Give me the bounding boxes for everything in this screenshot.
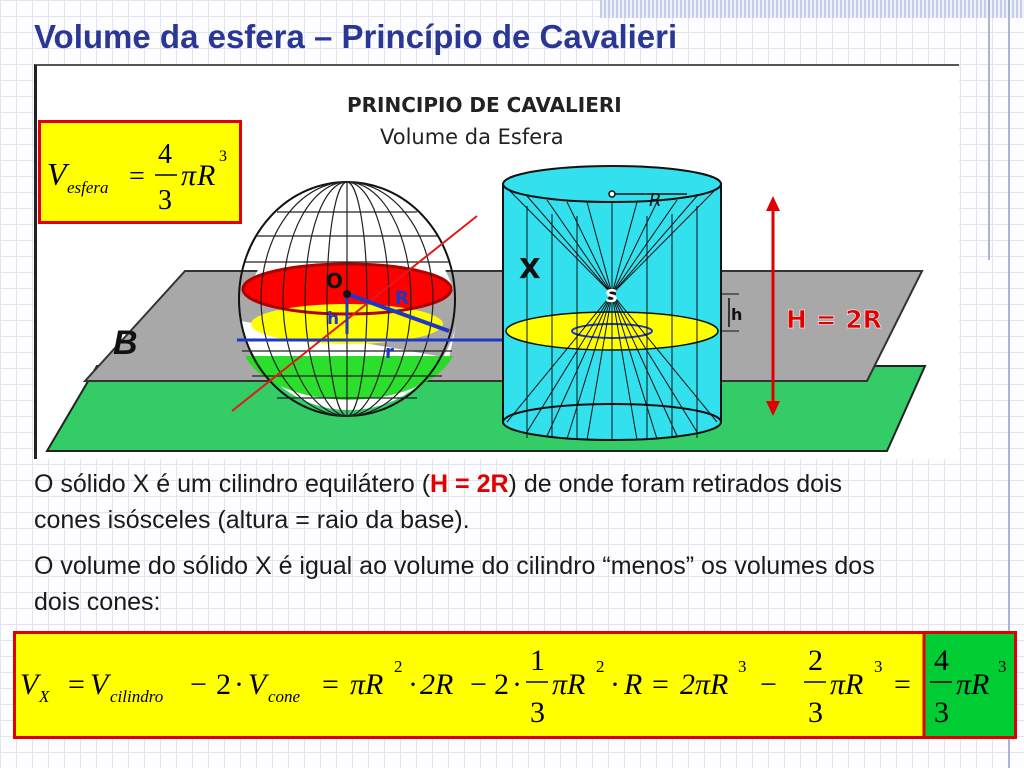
result-pir: πR: [956, 668, 990, 701]
term-r: R: [624, 668, 643, 701]
p1-highlight: H = 2R: [430, 470, 509, 498]
plane-label: B: [113, 324, 138, 362]
term-2pir: 2πR: [680, 668, 729, 701]
decorative-vertical-line: [988, 0, 990, 260]
formula-exponent: 3: [219, 148, 227, 165]
solid-x-volume-formula: [13, 631, 1017, 739]
minus-3: −: [760, 668, 777, 701]
coef-two-2: 2: [494, 668, 509, 701]
exp-2-b: 2: [596, 657, 605, 676]
eq-4: =: [894, 668, 911, 701]
radius-label-small: r: [385, 342, 394, 363]
cylinder-solid-x: [503, 166, 742, 440]
solid-label: X: [519, 252, 541, 285]
figure-title-line1: PRINCIPIO DE CAVALIERI: [347, 93, 622, 117]
cylinder-radius-label: R: [649, 190, 662, 211]
minus-1: −: [190, 668, 207, 701]
formula-numerator: 4: [158, 139, 172, 170]
formula-equals: =: [129, 161, 145, 192]
term-2r: 2R: [420, 668, 454, 701]
term-vcone: V: [248, 668, 267, 701]
eq-1: =: [68, 668, 85, 701]
exp-3-b: 3: [874, 657, 883, 676]
sphere-volume-formula: [38, 120, 242, 224]
p1-text-after: ) de onde foram retirados dois cones isósceles (altura = raio da base).: [34, 470, 843, 534]
frac2-num: 2: [808, 644, 823, 677]
frac1-den: 3: [530, 696, 545, 729]
term-pir-3: πR: [830, 668, 864, 701]
minus-2: −: [470, 668, 487, 701]
slide-title: Volume da esfera – Princípio de Cavalieri: [34, 18, 678, 55]
height-label-sphere: h: [327, 309, 340, 329]
term-vcil-sub: cilindro: [110, 687, 164, 706]
center-label: O: [326, 269, 344, 293]
paragraph-solid-description: [34, 466, 914, 538]
formula-v: V: [47, 156, 67, 192]
term-vx: V: [20, 668, 39, 701]
p1-text-before: O sólido X é um cilindro equilátero (: [34, 470, 431, 498]
dot-4: ·: [610, 668, 620, 701]
dot-2: ·: [408, 668, 418, 701]
frac1-num: 1: [530, 644, 545, 677]
result-den: 3: [934, 696, 949, 729]
term-vcone-sub: cone: [268, 687, 301, 706]
height-label-cylinder: h: [731, 305, 743, 324]
coef-two-1: 2: [216, 668, 231, 701]
height-marker-label: H = 2R: [786, 305, 882, 334]
dot-1: ·: [234, 668, 244, 701]
result-num: 4: [934, 644, 949, 677]
term-vcil: V: [90, 668, 109, 701]
term-vx-sub: X: [39, 687, 50, 706]
term-pir-1: πR: [350, 668, 384, 701]
frac2-den: 3: [808, 696, 823, 729]
exp-3-a: 3: [738, 657, 747, 676]
term-pir-2: πR: [552, 668, 586, 701]
result-exp: 3: [998, 657, 1007, 676]
formula-pi: π: [181, 159, 197, 192]
formula-subscript: esfera: [67, 178, 109, 197]
final-formula-svg: [16, 634, 1014, 736]
figure-title-line2: Volume da Esfera: [380, 125, 564, 149]
formula-denominator: 3: [158, 185, 172, 216]
eq-2: =: [322, 668, 339, 701]
formula-r: R: [197, 159, 216, 192]
paragraph-volume-description: O volume do sólido X é igual ao volume do cilindro “menos” os volumes dos dois cones:: [34, 552, 875, 616]
decorative-top-bar: [600, 0, 1024, 18]
exp-2-a: 2: [394, 657, 403, 676]
vertex-label: S: [605, 286, 618, 307]
radius-label-big: R: [395, 288, 409, 309]
eq-3: =: [652, 668, 669, 701]
dot-3: ·: [512, 668, 522, 701]
sphere-formula-svg: [41, 123, 239, 221]
